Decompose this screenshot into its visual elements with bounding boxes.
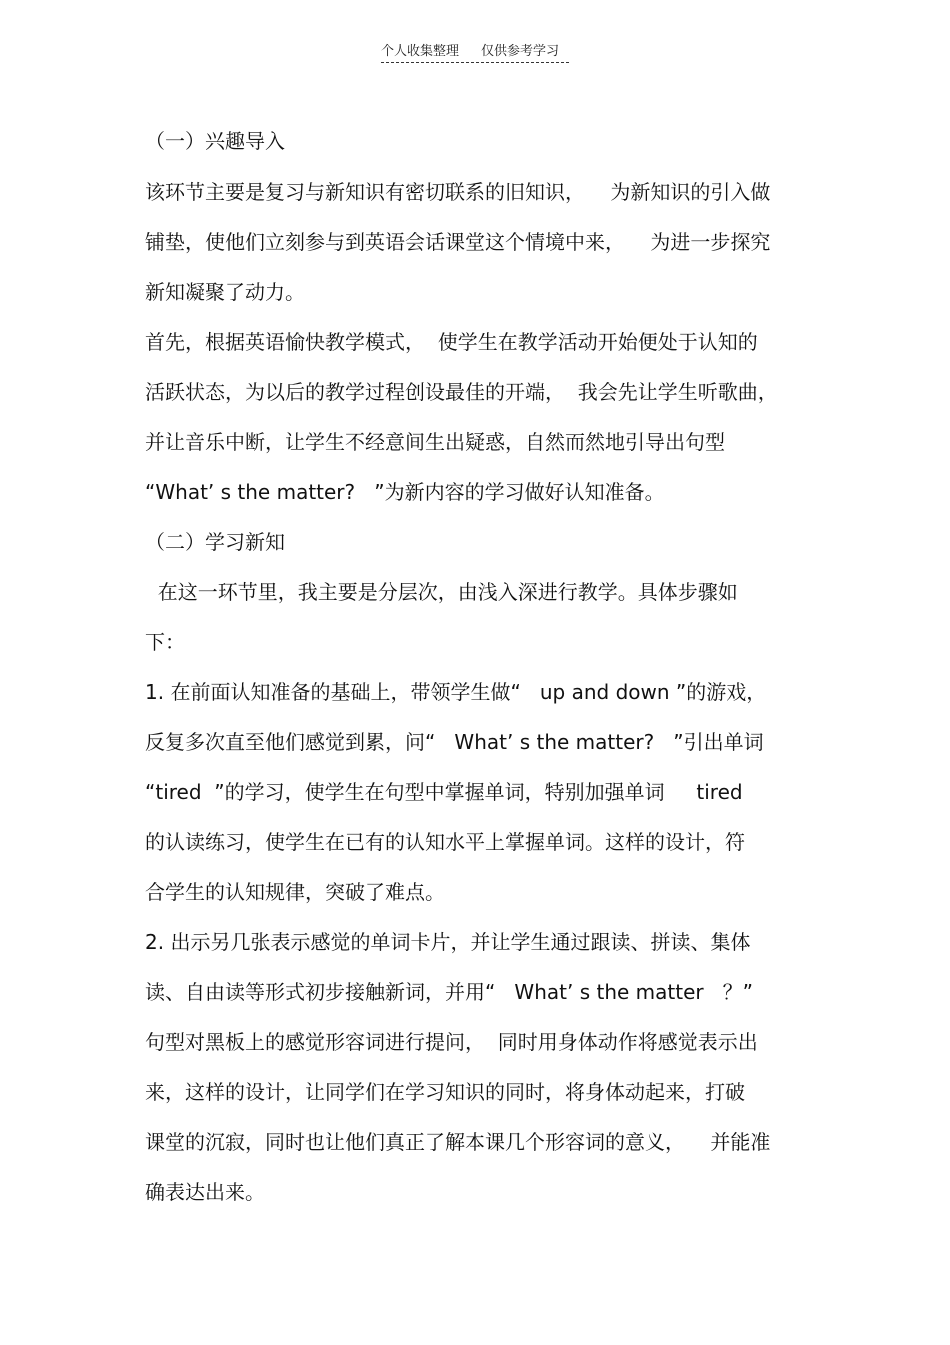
text-line: 首先，根据英语愉快教学模式， 使学生在教学活动开始便处于认知的 — [145, 330, 758, 354]
text-line: 反复多次直至他们感觉到累，问“ What’ s the matter? ”引出单词 — [145, 730, 764, 754]
text-line: 确表达出来。 — [145, 1180, 265, 1204]
text-line: 该环节主要是复习与新知识有密切联系的旧知识， 为新知识的引入做 — [145, 180, 771, 204]
header-left-text: 个人收集整理 — [381, 44, 460, 59]
text-line: 读、自由读等形式初步接触新词，并用“ What’ s the matter ？” — [145, 980, 754, 1004]
page-header — [381, 40, 569, 63]
text-line: 在这一环节里，我主要是分层次，由浅入深进行教学。具体步骤如 — [145, 580, 738, 604]
text-line: 句型对黑板上的感觉形容词进行提问， 同时用身体动作将感觉表示出 — [145, 1030, 758, 1054]
text-line: 的认读练习，使学生在已有的认知水平上掌握单词。这样的设计，符 — [145, 830, 745, 854]
text-line: 来，这样的设计，让同学们在学习知识的同时，将身体动起来，打破 — [145, 1080, 745, 1104]
text-line: 课堂的沉寂，同时也让他们真正了解本课几个形容词的意义， 并能准 — [145, 1130, 771, 1154]
text-line: 2. 出示另几张表示感觉的单词卡片，并让学生通过跟读、拼读、集体 — [145, 930, 751, 954]
text-line: 并让音乐中断，让学生不经意间生出疑惑，自然而然地引导出句型 — [145, 430, 725, 454]
section-heading-1: （一）兴趣导入 — [145, 129, 285, 153]
text-line: 合学生的认知规律，突破了难点。 — [145, 880, 445, 904]
text-line: 1. 在前面认知准备的基础上，带领学生做“ up and down ”的游戏， — [145, 680, 767, 704]
text-line: 活跃状态，为以后的教学过程创设最佳的开端， 我会先让学生听歌曲， — [145, 380, 778, 404]
text-line: 下： — [145, 630, 185, 654]
header-right-text: 仅供参考学习 — [481, 44, 560, 59]
text-line: 新知凝聚了动力。 — [145, 280, 305, 304]
section-heading-2: （二）学习新知 — [145, 530, 285, 554]
text-line: 铺垫，使他们立刻参与到英语会话课堂这个情境中来， 为进一步探究 — [145, 230, 771, 254]
text-line: “tired ”的学习，使学生在句型中掌握单词，特别加强单词 tired — [145, 780, 743, 804]
text-line: “What’ s the matter? ”为新内容的学习做好认知准备。 — [145, 480, 665, 504]
